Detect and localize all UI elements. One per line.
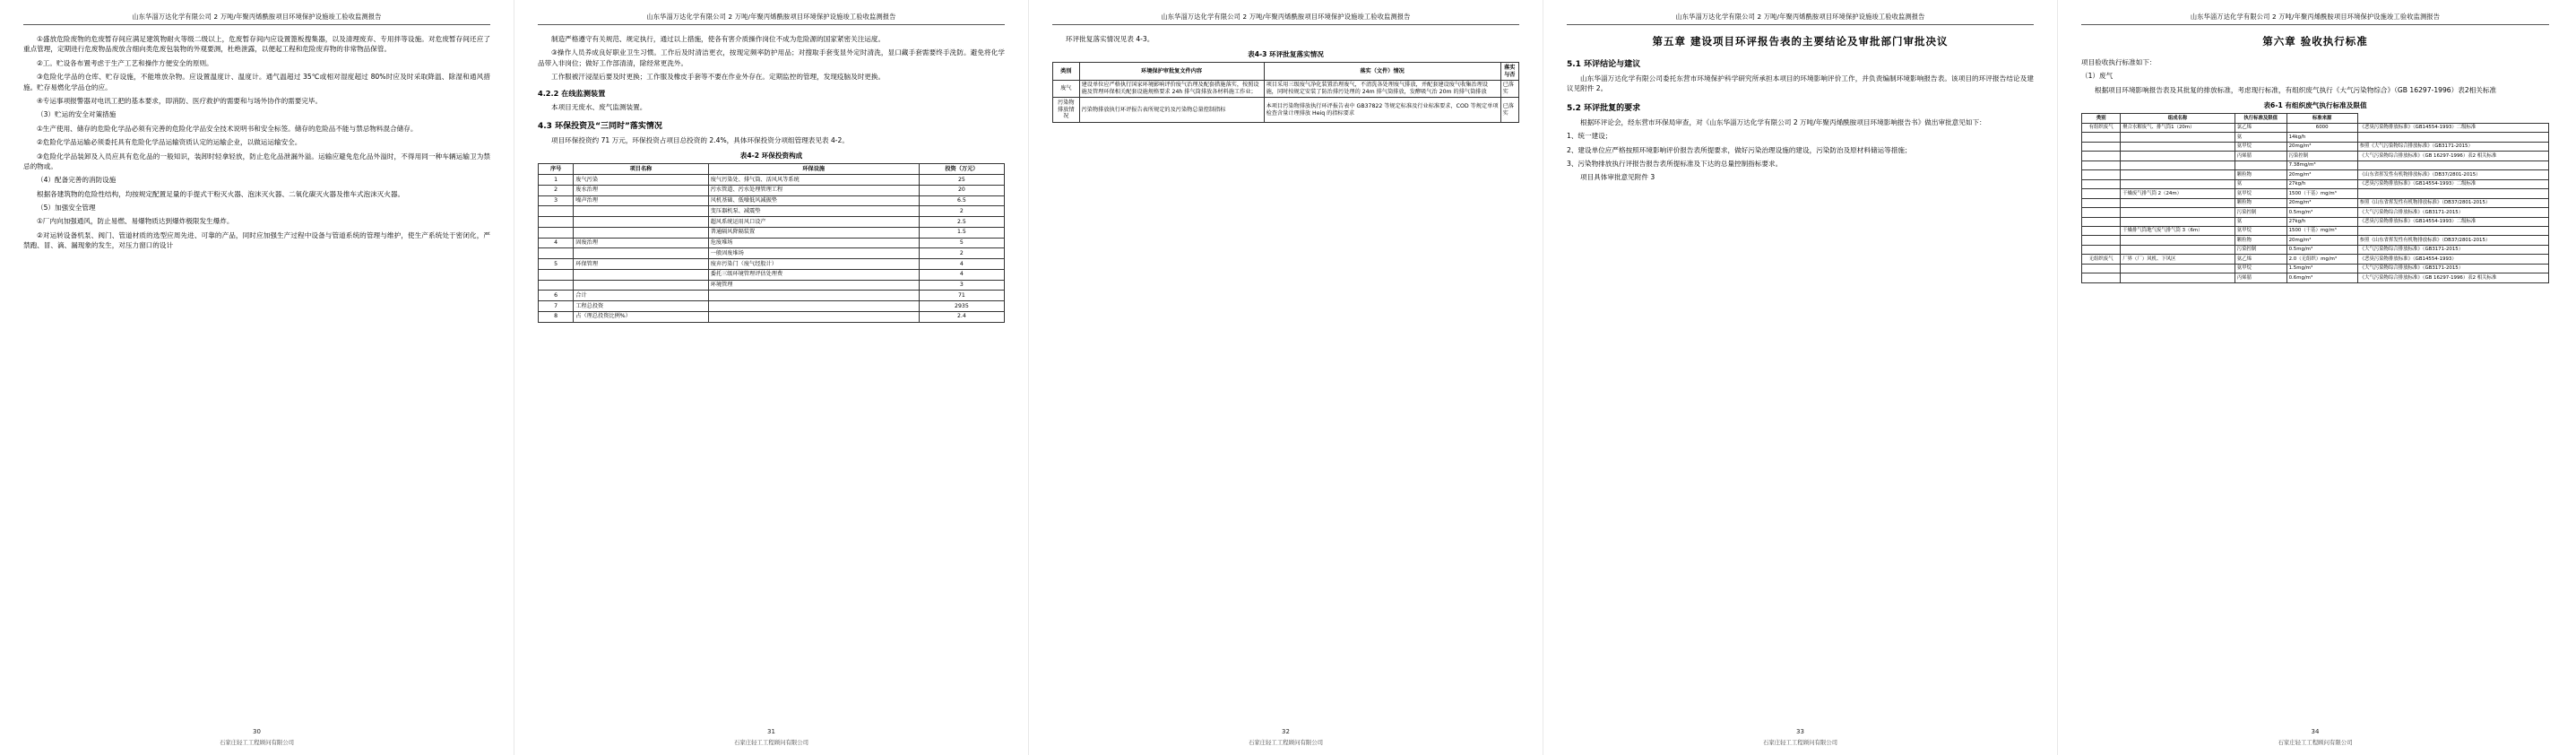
table-cell: 污染物排放执行环评报告表所规定的及污染物总量控制指标 (1079, 98, 1264, 122)
paragraph: 山东华淄万达化学有限公司委托东营市环境保护科学研究所承担本项目的环境影响评价工作，并负责编制环境影响报告表。该项目的环评报告结论及建议见附件 2。 (1567, 74, 2034, 93)
table-row (2082, 226, 2549, 235)
table-column-header: 落实与否 (1500, 63, 1518, 81)
table-cell: 颗粒物 (2235, 170, 2286, 179)
table-row (2082, 255, 2549, 264)
table-row (539, 217, 1005, 228)
table-caption: 表4-3 环评批复落实情况 (1248, 50, 1324, 59)
table-cell (2082, 264, 2121, 273)
table-row (2082, 245, 2549, 254)
table-cell: 71 (919, 291, 1004, 301)
table-row (2082, 152, 2549, 161)
table-header-row (1053, 63, 1519, 81)
table-cell (2082, 133, 2121, 142)
table-cell (2082, 208, 2121, 217)
table-cell: 20 (919, 185, 1004, 195)
table-cell: 5 (919, 238, 1004, 248)
table-cell: 《大气污染物综合排放标准》（GB 16297-1996）表2 相关标准 (2357, 152, 2548, 161)
table-cell: 3 (919, 280, 1004, 291)
table-cell (539, 269, 574, 280)
air-emission-standards-table (2081, 113, 2549, 283)
table-cell (2121, 198, 2235, 207)
table-cell: 干燥排气筒地气废气排气筒 3（6m） (2121, 226, 2235, 235)
table-cell: 7.38mg/m³ (2286, 161, 2357, 169)
page-32 (1029, 0, 1543, 755)
table-column-header: 环保设施 (708, 164, 919, 175)
running-header: 山东华淄万达化学有限公司 2 万吨/年聚丙烯酰胺项目环境保护设施竣工验收监测报告 (2081, 13, 2549, 25)
table-cell: 6.5 (919, 195, 1004, 206)
table-header-row (2082, 114, 2549, 123)
table-cell: 14kg/h (2286, 133, 2357, 142)
table-cell: 氨甲烷 (2235, 264, 2286, 273)
table-cell (539, 206, 574, 217)
paragraph: ②对运转设备机泵、阀门、管道材质的选型应周先进、可靠的产品，同时应加强生产过程中设备与管道系统的管理与维护，使生产系统处于密闭化，严禁跑、冒、滴、漏现象的发生，对压力窗口的设计 (23, 230, 490, 250)
table-cell: 1.5 (919, 227, 1004, 238)
table-row (2082, 170, 2549, 179)
table-cell (2082, 245, 2121, 254)
table-cell: 废水治理 (574, 185, 708, 195)
table-cell: 《大气污染物综合排放标准》（GB3171-2015） (2357, 245, 2548, 254)
table-cell: 项目采用三级废气净化装置治理废气，不清洗各处理废气排放，并配套建设废气收集治理设施，同时按规定安装了防治排污处理的 24m 排气筒排放，发酵吸气治 20m 的排气筒排放 (1264, 80, 1500, 98)
section-heading: 5.2 环评批复的要求 (1567, 103, 1641, 113)
table-cell: 污染控制 (2286, 152, 2357, 161)
table-cell: 2 (539, 185, 574, 195)
page-footer: 石家庄轻工工程顾问有限公司 (733, 739, 809, 746)
table-cell (539, 217, 574, 228)
table-row (539, 291, 1005, 301)
table-row (2082, 133, 2549, 142)
table-cell (574, 206, 708, 217)
table-row (2082, 179, 2549, 188)
paragraph: ③危险化学品的仓库、贮存设施，不能堆放杂物。应设置温度计、温度计。通气温超过 35℃或相对湿度超过 80%时应及时采取降温、除湿和通风措施。贮存易燃化学品仓的应。 (23, 73, 490, 91)
table-cell (2082, 161, 2121, 169)
table-row (539, 248, 1005, 259)
table-cell: 0.5mg/m³ (2286, 208, 2357, 217)
table-cell: 2.5 (919, 217, 1004, 228)
table-row (2082, 189, 2549, 198)
table-cell: 氨甲烷 (2235, 142, 2286, 151)
table-cell (2082, 179, 2121, 188)
paragraph: 2、建设单位应严格按照环境影响评价报告表所提要求，做好污染治理设施的建设，污染防治及原材料储运等措施； (1567, 145, 1912, 154)
paragraph: （1）废气 (2081, 72, 2114, 81)
table-cell (2121, 179, 2235, 188)
table-cell: 7 (539, 301, 574, 312)
table-row (539, 301, 1005, 312)
table-cell (2357, 226, 2548, 235)
table-row (2082, 217, 2549, 226)
table-cell (2121, 245, 2235, 254)
table-body (2082, 123, 2549, 282)
table-row (539, 185, 1005, 195)
table-cell: 已落实 (1500, 80, 1518, 98)
page-footer: 石家庄轻工工程顾问有限公司 (1248, 739, 1324, 746)
paragraph: 本项目无废水、废气监测装置。 (551, 102, 647, 111)
table-cell (708, 311, 919, 322)
section-heading: 5.1 环评结论与建议 (1567, 60, 1641, 69)
table-cell: 有组织废气 (2082, 123, 2121, 132)
paragraph: ③操作人员养成良好职业卫生习惯。工作后及时清洁更衣，按现定频率防护用品；对搜取手套变显外定时清洗，显口藏手套需要终手洗防。避免将化学品带入非岗位；做好工作部清清，除经常更洗外。 (538, 48, 1005, 67)
section-heading: 4.2.2 在线监测装置 (538, 88, 606, 98)
table-cell (574, 227, 708, 238)
table-cell: 27kg/h (2286, 179, 2357, 188)
table-cell: 合计 (574, 291, 708, 301)
table-cell: 20mg/m³ (2286, 142, 2357, 151)
table-cell (708, 301, 919, 312)
table-cell: 厂界（厂）风机、下风区 (2121, 255, 2235, 264)
paragraph: 项目具体审批意见附件 3 (1580, 173, 1655, 182)
table-cell (539, 280, 574, 291)
table-cell (539, 248, 574, 259)
table-row (2082, 161, 2549, 169)
paragraph: （5）加强安全管理 (37, 204, 96, 213)
table-row (539, 280, 1005, 291)
table-row (1053, 80, 1519, 98)
page-30 (0, 0, 514, 755)
table-cell: 废弃污染门（废气经股计） (708, 259, 919, 270)
table-cell: 4 (919, 269, 1004, 280)
table-cell: 污水管道、污水处理管理工程 (708, 185, 919, 195)
table-cell: 建设单位应严格执行国家环境影响评价废气治理及配套措施落实，按照设施及管理环保相关配套设施规格要求 24h 排气筒排放各材料施工作业； (1079, 80, 1264, 98)
table-cell: 1500（干基）mg/m³ (2286, 189, 2357, 198)
table-cell: 已落实 (1500, 98, 1518, 122)
paragraph: （3）贮运的安全对策措施 (37, 110, 117, 119)
table-cell: 丙烯腈 (2235, 152, 2286, 161)
table-column-header: 类别 (2082, 114, 2121, 123)
table-cell: 《恶臭污染物排放标准》（GB14554-1993） (2357, 255, 2548, 264)
table-cell: 氨甲烷 (2235, 226, 2286, 235)
table-cell: 20mg/m³ (2286, 170, 2357, 179)
table-cell: 参照《大气污染物综合排放标准》（GB3171-2015） (2357, 142, 2548, 151)
table-row (1053, 98, 1519, 122)
table-cell: 《恶臭污染物排放标准》（GB14554-1993）二级标准 (2357, 123, 2548, 132)
table-cell: 丙烯腈 (2235, 273, 2286, 282)
table-column-header: 类别 (1053, 63, 1080, 81)
paragraph: 根据各建筑物的危险性结构，均按规定配置足量的手提式干粉灭火器、泡沫灭火器、二氧化碳灭火器及推车式泡沫灭火器。 (37, 189, 405, 198)
page-number: 31 (767, 728, 775, 735)
paragraph: ③危险化学品装卸及入员应具有危化品的一般知识，装卸时轻拿轻放，防止危化品泄漏外溢。运输应避免危化品外溢时，不得用同一种车辆运输卫为禁忌的物或。 (23, 152, 490, 170)
table-cell: 参照《山东省挥发性有机物排放标准》（DB37/2801-2015） (2357, 236, 2548, 245)
table-cell: 干燥废气排气筒 2（24m） (2121, 189, 2235, 198)
table-cell: 氨 (2235, 133, 2286, 142)
table-cell: 一般固废堆场 (708, 248, 919, 259)
table-cell (2082, 273, 2121, 282)
table-cell (2121, 217, 2235, 226)
table-cell (2121, 152, 2235, 161)
running-header: 山东华淄万达化学有限公司 2 万吨/年聚丙烯酰胺项目环境保护设施竣工验收监测报告 (1052, 13, 1519, 25)
table-row (2082, 273, 2549, 282)
paragraph: ②危险化学品运输必须委托具有危险化学品运输资质认定的运输企业，以做运运输安全。 (37, 138, 302, 147)
table-cell (574, 217, 708, 228)
table-row (539, 238, 1005, 248)
table-cell: 25 (919, 175, 1004, 186)
table-cell: 氨 (2235, 217, 2286, 226)
paragraph: ①盛放危险废物的危废暂存间应满足建筑物耐火等级二级以上，危废暂存间内应设置篦板搜集器，以及清理废弃、专用拌等设施。对危废暂存间还应了重点管理，定期进行危废物品废放含细向类危废包装物的外观要测，杜绝泄露，以便起工程和危险废弃物的非常物品保管。 (23, 35, 490, 54)
table-column-header: 项目名称 (574, 164, 708, 175)
table-cell: 1500（干基）mg/m³ (2286, 226, 2357, 235)
eia-reply-implementation-table (1052, 62, 1519, 122)
table-row (2082, 208, 2549, 217)
table-caption: 表6-1 有组织废气执行标准及限值 (2263, 101, 2367, 110)
table-cell: 聚合水解废气、排气筒1（20m） (2121, 123, 2235, 132)
table-cell: 1 (539, 175, 574, 186)
paragraph: （4）配备完善的消防设施 (37, 176, 117, 185)
table-cell (2082, 217, 2121, 226)
table-cell: 委托三级环境管理评估处理费 (708, 269, 919, 280)
paragraph: 3、污染物排放执行评报告报告表所提标准及下达的总量控制指标要求。 (1567, 159, 1783, 168)
paragraph: 根据项目环境影响报告表及其批复的排放标准，考虑现行标准，有组织废气执行《大气污染物综合》（GB 16297-1996）表2相关标准 (2095, 85, 2497, 94)
table-row (539, 195, 1005, 206)
table-cell: 颗粒物 (2235, 198, 2286, 207)
table-cell: 氨甲烷 (2235, 189, 2286, 198)
table-cell (2121, 161, 2235, 169)
table-cell: 《恶臭污染物排放标准》（GB14554-1993）二级标准 (2357, 217, 2548, 226)
table-cell: 污染控制 (2235, 208, 2286, 217)
table-cell: 1.5mg/m³ (2286, 264, 2357, 273)
section-heading: 4.3 环保投资及“三同时”落实情况 (538, 121, 662, 131)
paragraph: 项目验收执行标准如下： (2081, 58, 2157, 66)
table-cell: 《恶臭污染物排放标准》（GB14554-1993）二级标准 (2357, 179, 2548, 188)
table-cell: 本项目污染物排放执行环评报告表中 GB37822 等规定标准及行业标准要求，COD 等规定单项检查含量计理排放 Heiq 的指标要求 (1264, 98, 1500, 122)
table-cell: 2 (919, 248, 1004, 259)
table-cell (2082, 198, 2121, 207)
page-31 (514, 0, 1029, 755)
paragraph: 环评批复落实情况见表 4-3。 (1066, 35, 1154, 43)
paragraph: 根据环评论会，经东营市环保局审查，对《山东华淄万达化学有限公司 2 万吨/年聚丙烯酰胺项目环境影响报告书》做出审批意见如下： (1580, 117, 1986, 126)
table-row (539, 259, 1005, 270)
table-cell: 氯乙烯 (2235, 123, 2286, 132)
table-cell: 无组织废气 (2082, 255, 2121, 264)
table-body (539, 175, 1005, 323)
table-cell: 氨 (2235, 179, 2286, 188)
table-row (539, 269, 1005, 280)
table-cell: 8 (539, 311, 574, 322)
table-cell (2082, 170, 2121, 179)
table-column-header: 环境保护审批复文件内容 (1079, 63, 1264, 81)
table-cell: 0.5mg/m³ (2286, 245, 2357, 254)
running-header: 山东华淄万达化学有限公司 2 万吨/年聚丙烯酰胺项目环境保护设施竣工验收监测报告 (1567, 13, 2034, 25)
table-header-row (539, 164, 1005, 175)
table-cell: 《大气污染物综合排放标准》（GB3171-2015） (2357, 264, 2548, 273)
table-column-header: 组成名称 (2121, 114, 2235, 123)
table-cell: 2935 (919, 301, 1004, 312)
table-cell: 《山东省挥发性有机物排放标准》（DB37/2801-2015） (2357, 170, 2548, 179)
table-column-header: 执行标准及限值 (2235, 114, 2286, 123)
table-cell (2082, 189, 2121, 198)
paragraph: ④专运事项报警器对电讯工把的基本要求，即消防、医疗救护的需要和与场外协作的需要完毕。 (37, 96, 323, 105)
table-cell: 风机基础、低噪低风减振垫 (708, 195, 919, 206)
table-cell (2082, 236, 2121, 245)
page-33 (1543, 0, 2058, 755)
table-row (539, 227, 1005, 238)
page-number: 33 (1796, 728, 1804, 735)
table-cell: 工程总投资 (574, 301, 708, 312)
table-cell: 2.0（无组织）mg/m³ (2286, 255, 2357, 264)
table-caption: 表4-2 环保投资构成 (739, 152, 803, 161)
table-cell (2121, 133, 2235, 142)
table-row (2082, 198, 2549, 207)
table-cell: 普通隔风降隔装置 (708, 227, 919, 238)
table-row (2082, 264, 2549, 273)
table-cell (2082, 142, 2121, 151)
paragraph: ①生产使用、储存的危险化学品必须有完善的危险化学品安全技术说明书和安全标签。储存的危险品不能与禁忌物料混合储存。 (37, 124, 418, 133)
table-cell: 2 (919, 206, 1004, 217)
paragraph: 项目环保投资约 71 万元，环保投资占项目总投资的 2.4%，具体环保投资分项组管理表见表 4-2。 (551, 135, 849, 144)
paragraph: ②工。贮设各布置考虑于生产工艺和操作方便安全的原则。 (37, 58, 213, 67)
chapter-title: 第五章 建设项目环评报告表的主要结论及审批部门审批决议 (1652, 35, 1949, 48)
page-footer: 石家庄轻工工程顾问有限公司 (219, 739, 295, 746)
table-column-header: 落实（文件）情况 (1264, 63, 1500, 81)
table-cell (2121, 170, 2235, 179)
table-cell (574, 248, 708, 259)
table-cell: 颗粒物 (2235, 236, 2286, 245)
table-row (2082, 123, 2549, 132)
table-cell: 污染控制 (2235, 245, 2286, 254)
page-footer: 石家庄轻工工程顾问有限公司 (2278, 739, 2353, 746)
table-cell (2121, 264, 2235, 273)
paragraph: 工作服被汗浸湿后要及时更换；工作服及橡皮手套等不要在作业外存在。定期监控的管理，发现疫脑及时更换。 (551, 73, 886, 82)
table-cell: 废气污染处、排气筒、活风风等系统 (708, 175, 919, 186)
table-row (539, 175, 1005, 186)
table-cell: 5 (539, 259, 574, 270)
table-cell (2121, 273, 2235, 282)
page-number: 30 (253, 728, 261, 735)
table-cell: 参照《山东省挥发性有机物排放标准》（DB37/2801-2015） (2357, 198, 2548, 207)
page-footer: 石家庄轻工工程顾问有限公司 (1762, 739, 1838, 746)
table-cell: 20mg/m³ (2286, 236, 2357, 245)
table-cell: 4 (919, 259, 1004, 270)
table-row (539, 206, 1005, 217)
table-cell: 噪声治理 (574, 195, 708, 206)
page-number: 32 (1282, 728, 1290, 735)
table-cell: 4 (539, 238, 574, 248)
table-cell (574, 269, 708, 280)
table-cell: 氨乙烯 (2235, 255, 2286, 264)
table-cell: 27kg/h (2286, 217, 2357, 226)
table-cell: 6 (539, 291, 574, 301)
table-cell (708, 291, 919, 301)
table-cell: 《大气污染物综合排放标准》（GB3171-2015） (2357, 208, 2548, 217)
running-header: 山东华淄万达化学有限公司 2 万吨/年聚丙烯酰胺项目环境保护设施竣工验收监测报告 (538, 13, 1005, 25)
table-column-header: 投资（万元） (919, 164, 1004, 175)
table-cell: 20mg/m³ (2286, 198, 2357, 207)
table-row (2082, 236, 2549, 245)
table-row (539, 311, 1005, 322)
table-cell (2357, 133, 2548, 142)
table-cell: 超风系统运用风口设产 (708, 217, 919, 228)
table-row (2082, 142, 2549, 151)
page-number: 34 (2311, 728, 2320, 735)
table-cell: 变压器机泵、减震垫 (708, 206, 919, 217)
table-cell (2082, 226, 2121, 235)
table-cell: 环保管理 (574, 259, 708, 270)
table-cell (2235, 161, 2286, 169)
table-cell: 废气 (1053, 80, 1080, 98)
table-cell: 3 (539, 195, 574, 206)
table-body (1053, 80, 1519, 122)
table-cell (539, 227, 574, 238)
table-cell (2357, 161, 2548, 169)
table-cell: 《大气污染物综合排放标准》（GB 16297-1996）表2 相关标准 (2357, 273, 2548, 282)
table-cell (574, 280, 708, 291)
table-cell: 固废治理 (574, 238, 708, 248)
table-cell: 污染物排放情况 (1053, 98, 1080, 122)
table-cell: 环境管理 (708, 280, 919, 291)
table-cell (2121, 142, 2235, 151)
table-cell: 废气污染 (574, 175, 708, 186)
table-cell: 占（理总投资比例%） (574, 311, 708, 322)
table-cell: 危废堆场 (708, 238, 919, 248)
page-34 (2058, 0, 2572, 755)
paragraph: ①厂内向加强通风，防止易燃、易爆物质达到爆炸极限发生爆炸。 (37, 217, 234, 226)
table-cell (2357, 189, 2548, 198)
table-cell: 6000 (2286, 123, 2357, 132)
table-column-header: 序号 (539, 164, 574, 175)
table-cell: 2.4 (919, 311, 1004, 322)
environmental-investment-table (538, 163, 1005, 322)
paragraph: 制造严格遵守有关规范、规定执行，通过以上措施，使各有害介质操作岗位不成为危险源的国家紧密关注运度。 (551, 35, 886, 43)
table-column-header: 标准来源 (2286, 114, 2357, 123)
table-cell (2121, 236, 2235, 245)
running-header: 山东华淄万达化学有限公司 2 万吨/年聚丙烯酰胺项目环境保护设施竣工验收监测报告 (23, 13, 490, 25)
table-cell (2121, 208, 2235, 217)
paragraph: 1、统一建设； (1567, 132, 1612, 141)
chapter-title: 第六章 验收执行标准 (2262, 35, 2368, 48)
table-cell (2082, 152, 2121, 161)
table-cell: 0.6mg/m³ (2286, 273, 2357, 282)
